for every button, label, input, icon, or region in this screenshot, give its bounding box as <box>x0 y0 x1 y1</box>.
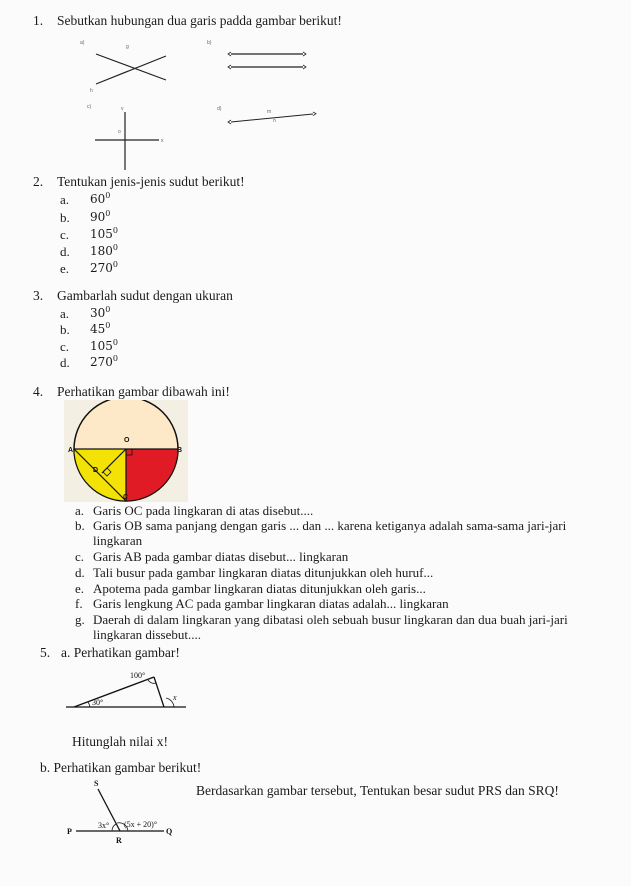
q5a-side-right <box>154 677 164 707</box>
q2-item-letter: c. <box>60 227 70 242</box>
q5a-question: Hitunglah nilai x! <box>72 734 168 749</box>
q4-label-d: D <box>93 467 99 474</box>
q1-line-g <box>96 54 166 80</box>
q1-text: Sebutkan hubungan dua garis padda gambar berikut! <box>57 13 342 28</box>
q4-circle-figure <box>64 400 188 502</box>
q3-item-letter: d. <box>60 355 70 370</box>
q2-text: Tentukan jenis-jenis sudut berikut! <box>57 174 245 189</box>
q4-number: 4. <box>33 384 44 399</box>
q1-fig-a-label: a) <box>80 40 85 46</box>
q3-item-letter: c. <box>60 339 70 354</box>
q5a-angle-arc <box>88 702 90 707</box>
q5-number: 5. <box>40 645 51 660</box>
q1-fig-d-m-label: m <box>267 109 272 115</box>
q1-fig-b-label: b) <box>207 40 212 46</box>
q5b-text: b. Perhatikan gambar berikut! <box>40 760 202 775</box>
q1-fig-d-label: d) <box>217 106 222 112</box>
q4-item-text: Garis OC pada lingkaran di atas disebut.... <box>93 503 314 518</box>
q1-figure-a <box>78 36 188 94</box>
q1-fig-c-label: c) <box>87 104 92 110</box>
q3-text: Gambarlah sudut dengan ukuran <box>57 288 233 303</box>
q5b-figure <box>64 775 174 847</box>
q4-item-text: Garis OB sama panjang dengan garis ... dan ... karena ketiganya adalah sama-sama jari-jari <box>93 518 567 533</box>
q5a-side-left <box>74 677 154 707</box>
q2-number: 2. <box>33 174 44 189</box>
q2-item-value: $105^0$ <box>90 226 118 241</box>
q3-item-value: $105^0$ <box>90 338 118 353</box>
q2-item-value: $60^0$ <box>90 191 111 206</box>
q4-item-text: Apotema pada gambar lingkaran diatas ditunjukkan oleh garis... <box>93 581 426 596</box>
q4-item-text: lingkaran <box>93 533 143 548</box>
q4-item-letter: b. <box>75 518 85 533</box>
q2-item-letter: d. <box>60 244 70 259</box>
q1-fig-c-v-label: v <box>121 106 124 112</box>
q5b-label-q: Q <box>166 827 173 836</box>
q1-number: 1. <box>33 13 44 28</box>
q4-item-text: lingkaran dissebut.... <box>93 627 201 642</box>
q4-item-text: Tali busur pada gambar lingkaran diatas ditunjukkan oleh huruf... <box>93 565 434 580</box>
q1-arrow-icon <box>303 65 306 69</box>
q5a-triangle-figure <box>66 665 186 715</box>
q1-fig-d-n-label: n <box>273 118 276 124</box>
q5b-label-r: R <box>116 836 122 845</box>
q4-item-letter: e. <box>75 581 85 596</box>
q1-fig-a-g-label: g <box>126 44 129 50</box>
q1-figure-d <box>215 102 320 132</box>
q5b-label-s: S <box>94 779 99 788</box>
q4-label-c: C <box>123 494 129 501</box>
q4-label-a: A <box>68 447 74 454</box>
q3-item-value: $30^0$ <box>90 305 111 320</box>
q1-arrow-icon <box>228 65 231 69</box>
q1-arrow-icon <box>228 120 231 124</box>
q1-arrow-icon <box>303 52 306 56</box>
q3-item-value: $270^0$ <box>90 354 118 369</box>
q5b-instruction: Berdasarkan gambar tersebut, Tentukan besar sudut PRS dan SRQ! <box>196 783 559 798</box>
q5a-angle-top-label: 100° <box>130 671 146 680</box>
q4-item-letter: f. <box>75 596 83 611</box>
q1-figure-b <box>205 36 315 76</box>
q2-item-value: $90^0$ <box>90 209 111 224</box>
q4-text: Perhatikan gambar dibawah ini! <box>57 384 230 399</box>
q3-item-value: $45^0$ <box>90 321 111 336</box>
q5b-angle-2-label: (5x + 20)° <box>124 820 158 829</box>
q2-item-letter: b. <box>60 210 70 225</box>
q1-figure-c <box>85 100 175 174</box>
q1-fig-a-h-label: h <box>90 88 93 94</box>
q5b-angle-1-label: 3x° <box>98 821 110 830</box>
q4-item-text: Daerah di dalam lingkaran yang dibatasi oleh sebuah busur lingkaran dan dua buah jari-jari <box>93 612 568 627</box>
q2-item-letter: e. <box>60 261 70 276</box>
q4-label-o: O <box>124 437 130 444</box>
q5a-text: a. Perhatikan gambar! <box>61 645 180 660</box>
q3-item-letter: b. <box>60 322 70 337</box>
q4-item-letter: c. <box>75 549 85 564</box>
q1-fig-c-x-label: x <box>161 138 164 144</box>
q1-arrow-icon <box>313 112 316 116</box>
q5b-angle-arc <box>112 824 116 831</box>
q1-line-h <box>96 56 166 84</box>
q2-item-letter: a. <box>60 192 70 207</box>
q2-item-value: $180^0$ <box>90 243 118 258</box>
q4-item-text: Garis lengkung AC pada gambar lingkaran diatas adalah... lingkaran <box>93 596 449 611</box>
q4-item-letter: a. <box>75 503 85 518</box>
q3-item-letter: a. <box>60 306 70 321</box>
q3-number: 3. <box>33 288 44 303</box>
q5b-label-p: P <box>67 827 72 836</box>
q5a-angle-x-label: x <box>173 693 177 702</box>
q1-arrow-icon <box>228 52 231 56</box>
q4-item-letter: g. <box>75 612 85 627</box>
q4-item-letter: d. <box>75 565 85 580</box>
q5a-angle-left-label: 30° <box>92 698 104 707</box>
q2-item-value: $270^0$ <box>90 260 118 275</box>
q4-item-text: Garis AB pada gambar diatas disebut... lingkaran <box>93 549 349 564</box>
q4-label-b: B <box>177 447 183 454</box>
q1-line-m <box>231 114 313 122</box>
q1-fig-c-o-label: o <box>118 129 121 135</box>
